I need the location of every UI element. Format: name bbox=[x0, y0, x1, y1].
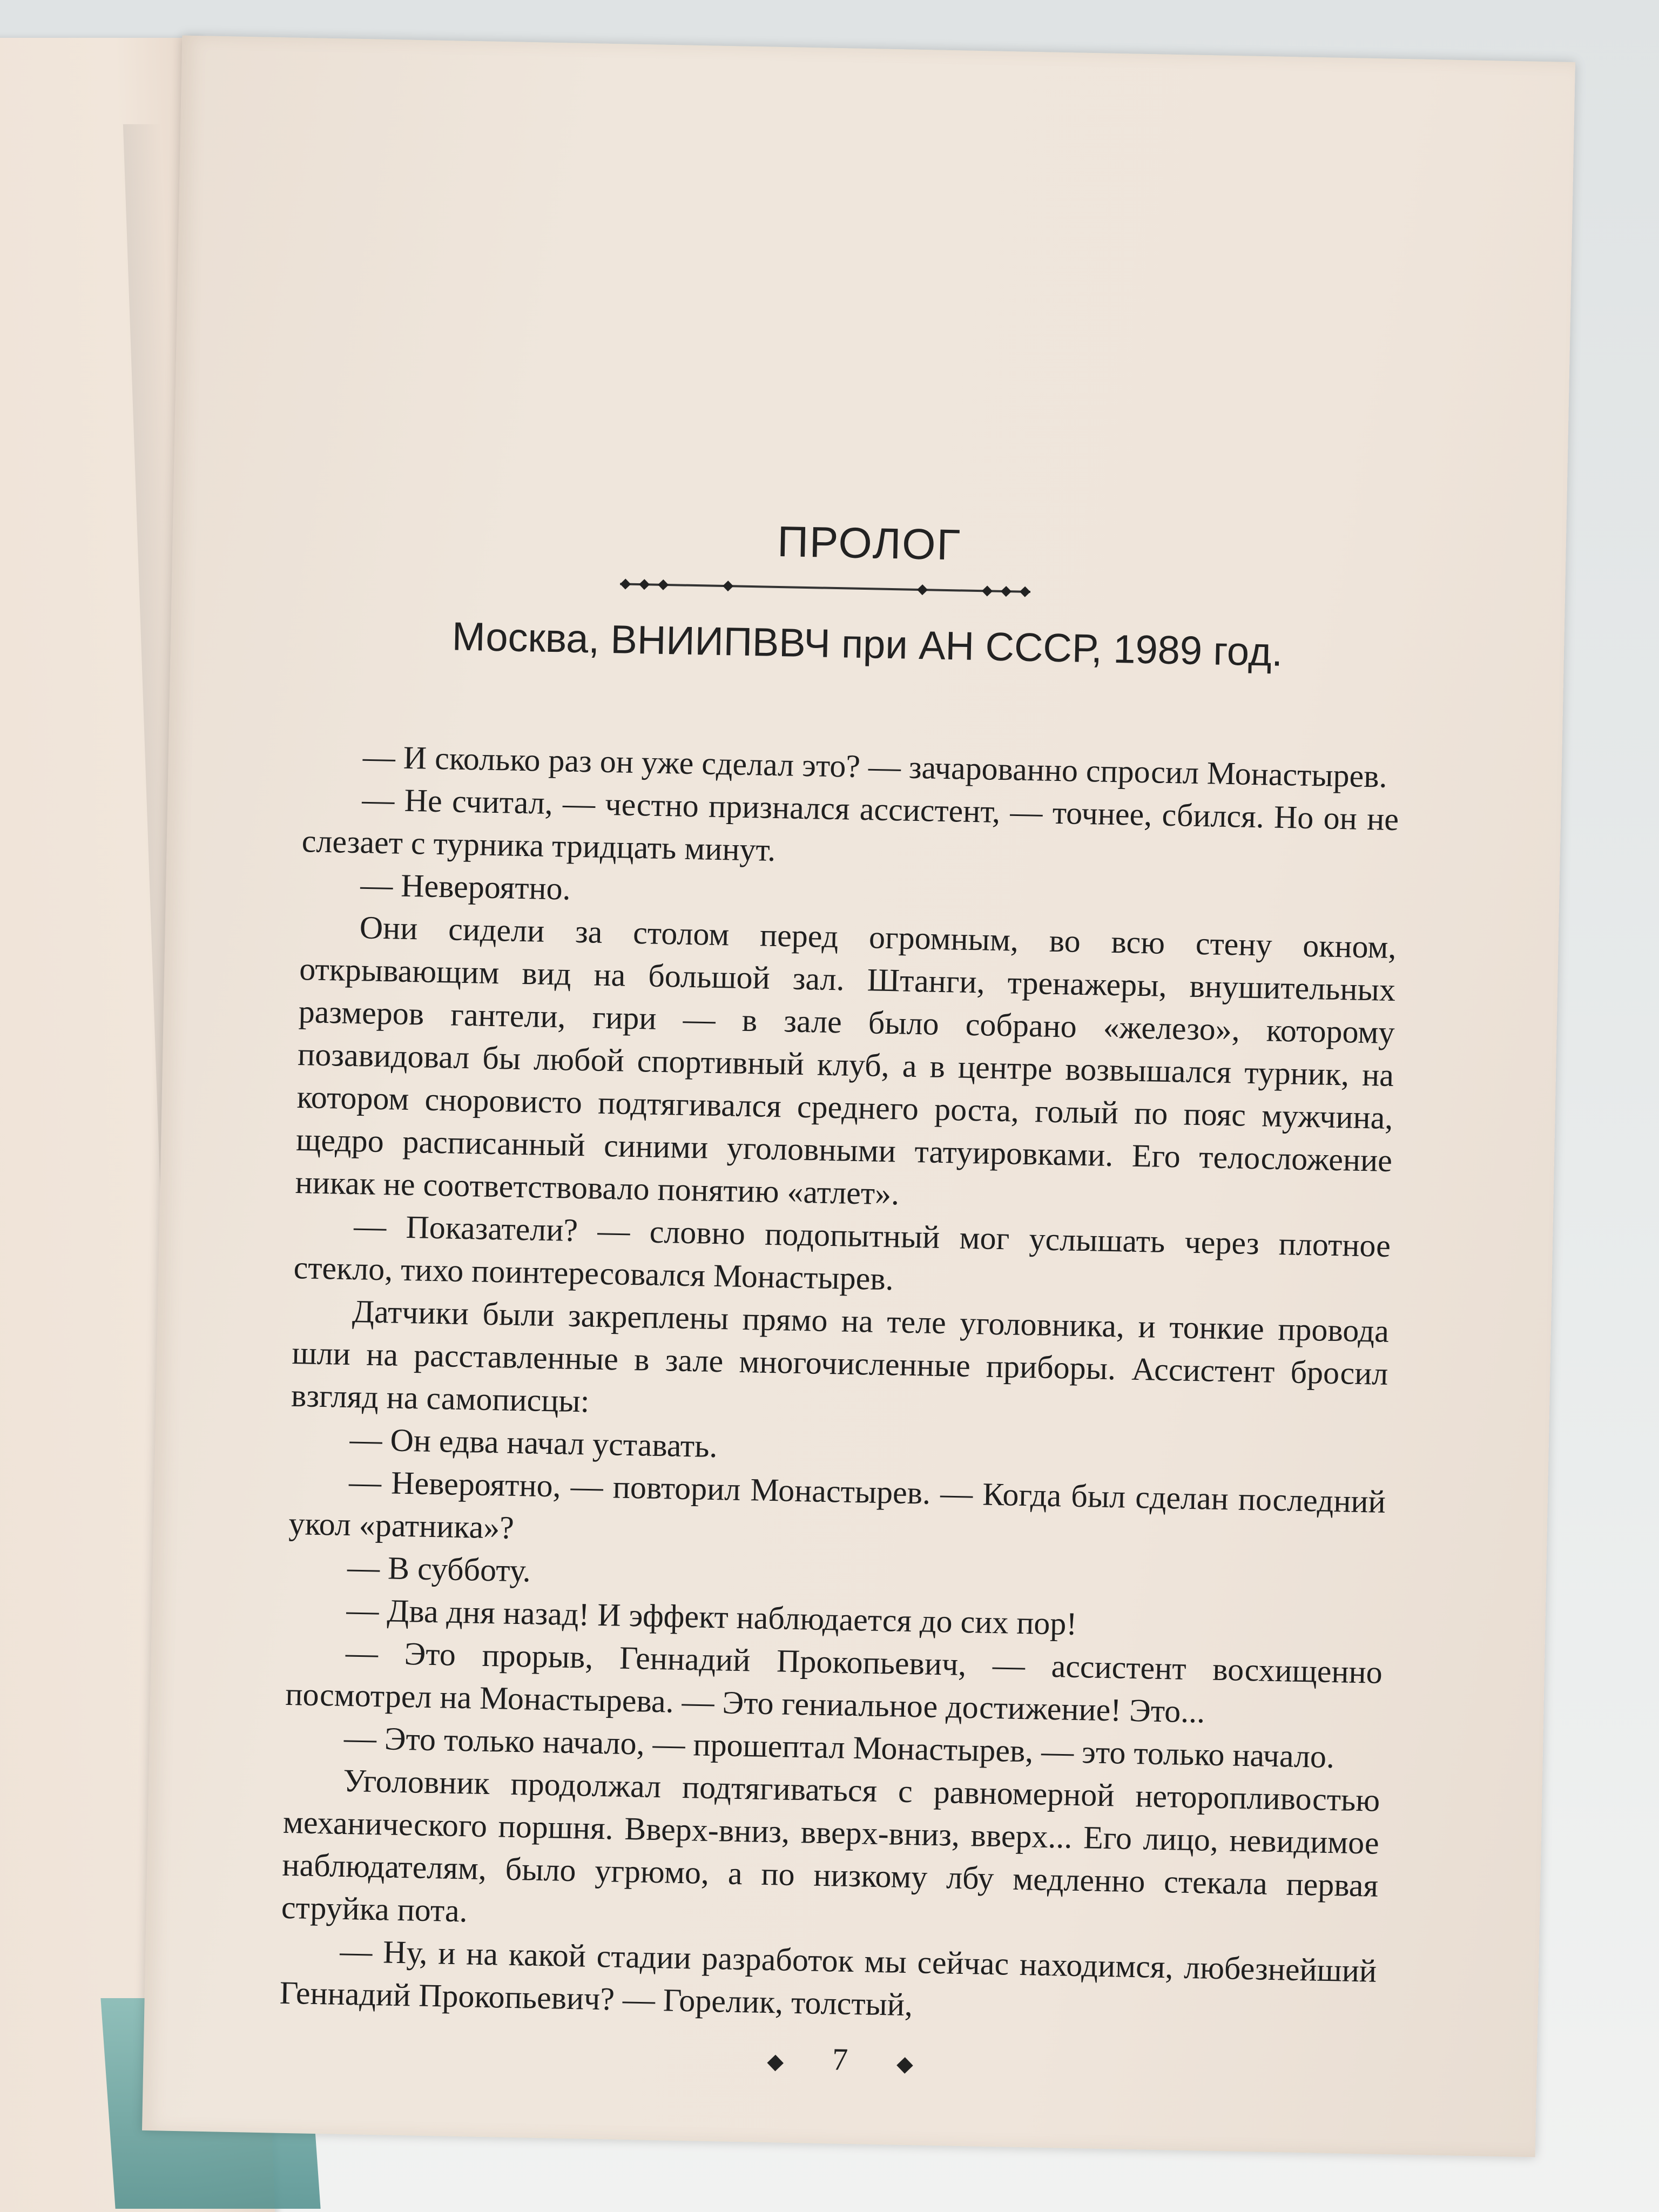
body-text bbox=[279, 734, 1400, 2035]
paragraph: — В субботу. bbox=[347, 1549, 531, 1589]
chapter-title: ПРОЛОГ bbox=[777, 517, 962, 569]
paragraph: — Это только начало, — прошептал Монастырев, — это только начало. bbox=[343, 1719, 1335, 1775]
paragraph: — Он едва начал уставать. bbox=[349, 1421, 718, 1465]
paragraph: Датчики были закреплены прямо на теле уголовника, и тонкие провода шли на расставленные в зале многочисленные приборы. Ассистент бросил взгляд на самописцы: bbox=[291, 1293, 1390, 1419]
chapter-subtitle: Москва, ВНИИПВВЧ при АН СССР, 1989 год. bbox=[451, 613, 1283, 675]
paragraph: — Два дня назад! И эффект наблюдается до сих пор! bbox=[346, 1591, 1078, 1642]
paragraph: — Невероятно. bbox=[360, 867, 571, 907]
paragraph: Уголовник продолжал подтягиваться с равномерной неторопливостью механического поршня. Вверх-вниз, вверх-вниз, вверх... Его лицо, невидимое наблюдателям, было угрюмо, а по низкому лбу медленно стекала первая струйка пота. bbox=[281, 1762, 1380, 1929]
paragraph: — Невероятно, — повторил Монастырев. — Когда был сделан последний укол «ратника»? bbox=[288, 1464, 1386, 1546]
paragraph: — И сколько раз он уже сделал это? — зачарованно спросил Монастырев. bbox=[362, 739, 1388, 794]
book-page bbox=[142, 36, 1575, 2157]
paragraph: — Показатели? — словно подопытный мог услышать через плотное стекло, тихо поинтересовался Монастырев. bbox=[293, 1208, 1391, 1297]
page-footer bbox=[143, 2028, 1537, 2091]
paragraph: — Ну, и на какой стадии разработок мы сейчас находимся, любезнейший Геннадий Прокопьевич? — Горелик, толстый, bbox=[279, 1933, 1377, 2023]
diamond-icon: ◆ bbox=[896, 2051, 914, 2076]
paragraph: — Не считал, — честно признался ассистент, — точнее, сбился. Но он не слезает с турника тридцать минут. bbox=[301, 781, 1399, 868]
diamond-icon: ◆ bbox=[766, 2049, 784, 2074]
paragraph: — Это прорыв, Геннадий Прокопьевич, — ассистент восхищенно посмотрел на Монастырева. — Это гениальное достижение! Это... bbox=[285, 1634, 1383, 1730]
ornament-divider-icon bbox=[615, 573, 1036, 603]
paragraph: Они сидели за столом перед огромным, во всю стену окном, открывающим вид на большой зал. Штанги, тренажеры, внушительных размеров гантели, гири — в зале было собрано «железо», которому позавидовал бы любой спортивный клуб, а в центре возвышался турник, на котором сноровисто подтягивался среднего роста, голый по пояс мужчина, щедро расписанный синими уголовными татуировками. Его телосложение никак не соответствовало понятию «атлет». bbox=[295, 909, 1397, 1212]
page-number: 7 bbox=[832, 2041, 848, 2077]
